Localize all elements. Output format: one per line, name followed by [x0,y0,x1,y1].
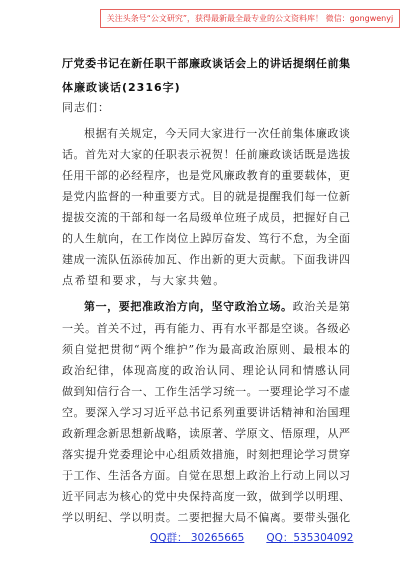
qq-group-label: QQ群： [150,532,188,544]
paragraph-line: 的人生航向，在工作岗位上踔厉奋发、笃行不怠，为全面 [62,231,350,245]
paragraph-line: 于工作、生活各方面。自觉在思想上政治上行动上同以习 [62,468,350,482]
qq-group-contact [150,532,244,544]
document-title-line: 体廉政谈话(2316字) [62,81,181,94]
paragraph-line [62,295,350,318]
qq-number: 535304092 [293,532,354,544]
paragraph-line: 须自觉把贯彻“两个维护”作为最高政治原则、最根本的 [62,342,350,356]
paragraph-line: 是党内监督的一种重要方式。目的就是提醒我们每一位新 [62,189,350,203]
header-banner-text: 关注头条号“公文研究”，获得最新最全最专业的公文资料库！ 微信：gongwenyj [106,14,394,23]
paragraph-line: 任用干部的必经程序，也是党风廉政教育的重要载体，更 [62,168,350,182]
qq-label: QQ： [266,532,294,544]
paragraph-line: 点希望和要求，与大家共勉。 [62,273,226,287]
paragraph-line: 提拔交流的干部和每一名局级单位班子成员，把握好自己 [62,210,350,224]
paragraph-line: 政新理念新思想新战略，读原著、学原文、悟原理，从严 [62,426,350,440]
paragraph-line: 一关。首关不过，再有能力、再有水平都是空谈。各级必 [62,321,350,335]
paragraph [62,295,350,528]
paragraph-line: 近平同志为核心的党中央保持高度一致，做到学以明理、 [62,489,350,503]
paragraph-line: 落实提升党委理论中心组质效措施，时刻把理论学习贯穿 [62,447,350,461]
salutation: 同志们： [62,101,110,114]
footer-contact [150,530,353,546]
paragraph-line: 做到知信行合一、工作生活学习统一。一要理论学习不虚 [62,384,350,398]
qq-contact [266,532,353,544]
paragraph-line: 根据有关规定，今天同大家进行一次任前集体廉政谈 [84,126,350,140]
paragraph-line: 建成一流队伍添砖加瓦、作出新的更大贡献。下面我讲四 [62,252,350,266]
section-heading: 第一，要把准政治方向，坚守政治立场。 [84,299,293,313]
paragraph [62,123,350,291]
paragraph-line: 政治纪律，体现高度的政治认同、理论认同和情感认同 [62,363,350,377]
paragraph-line: 空。要深入学习习近平总书记系列重要讲话精神和治国理 [62,405,350,419]
document-body [62,52,350,528]
qq-group-number: 30265665 [190,532,245,544]
paragraph-line: 学以明纪、学以明责。二要把握大局不偏离。要带头强化 [62,510,350,524]
paragraph-line: 话。首先对大家的任职表示祝贺！任前廉政谈话既是选拔 [62,147,350,161]
paragraph-text: 政治关是第 [292,299,350,313]
header-banner [100,9,400,28]
document-title-line: 厅党委书记在新任职干部廉政谈话会上的讲话提纲任前集 [62,57,350,70]
